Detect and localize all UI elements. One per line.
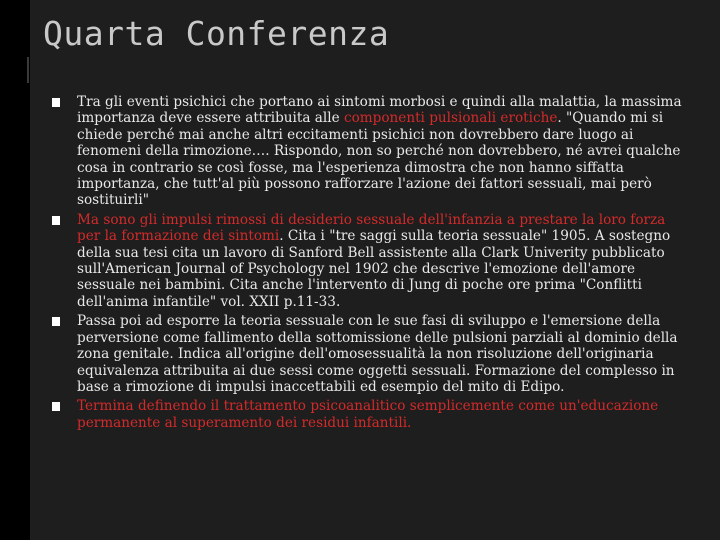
bullet-highlight: Ma sono gli impulsi rimossi di desiderio sessuale dell'infanzia a prestare la loro forza per la formazione dei sintomi — [77, 211, 666, 245]
square-bullet-icon — [52, 317, 60, 326]
square-bullet-icon — [52, 402, 60, 411]
square-bullet-icon — [52, 98, 60, 107]
bullet-highlight: componenti pulsionali erotiche — [343, 110, 558, 127]
bullet-highlight: Termina definendo il trattamento psicoanalitico semplicemente come un'educazione permanente al superamento dei residui infantili. — [77, 398, 659, 431]
bullet-item — [52, 313, 692, 395]
bullet-text: . Cita i "tre saggi sulla teoria sessuale" 1905. A sostegno della sua tesi cita un lavoro di Sanford Bell assistente alla Clark Univerity pubblicato sull'American Journal of Psychology nel 1902 che descrive l'emozione dell'amore sessuale nei bambini. Cita anche l'intervento di Jung di poche ore prima "Conflitti dell'anima infantile" vol. XXII p.11-33. — [77, 228, 671, 310]
title-accent-bar — [17, 57, 29, 83]
bullet-text: Passa poi ad esporre la teoria sessuale con le sue fasi di sviluppo e l'emersione della perversione come fallimento della sottomissione delle pulsioni parziali al dominio della zona genitale. Indica all'origine dell'omosessualità la non risoluzione dell'originaria equivalenza attribuita ai due sessi come oggetti sessuali. Formazione del complesso in base a rimozione di impulsi inaccettabili ed esempio del mito di Edipo. — [77, 313, 678, 395]
square-bullet-icon — [52, 216, 60, 225]
slide-title: Quarta Conferenza — [43, 14, 390, 53]
bullet-text: . "Quando mi si chiede perché mai anche altri eccitamenti psichici non dovrebbero dare luogo ai fenomeni della rimozione…. Rispondo, non so perché non dovrebbero, né avrei qualche cosa in contrario se così fosse, ma l'esperienza dimostra che non hanno siffatta importanza, che tutt'al più possono rafforzare l'azione dei fattori sessuali, mai però sostituirli" — [77, 110, 681, 209]
bullet-list — [52, 94, 692, 434]
bullet-text: Tra gli eventi psichici che portano ai sintomi morbosi e quindi alla malattia, la massima importanza deve essere attribuita alle — [77, 94, 682, 127]
bullet-item — [52, 212, 692, 310]
bullet-item — [52, 94, 692, 209]
bullet-item — [52, 398, 692, 431]
